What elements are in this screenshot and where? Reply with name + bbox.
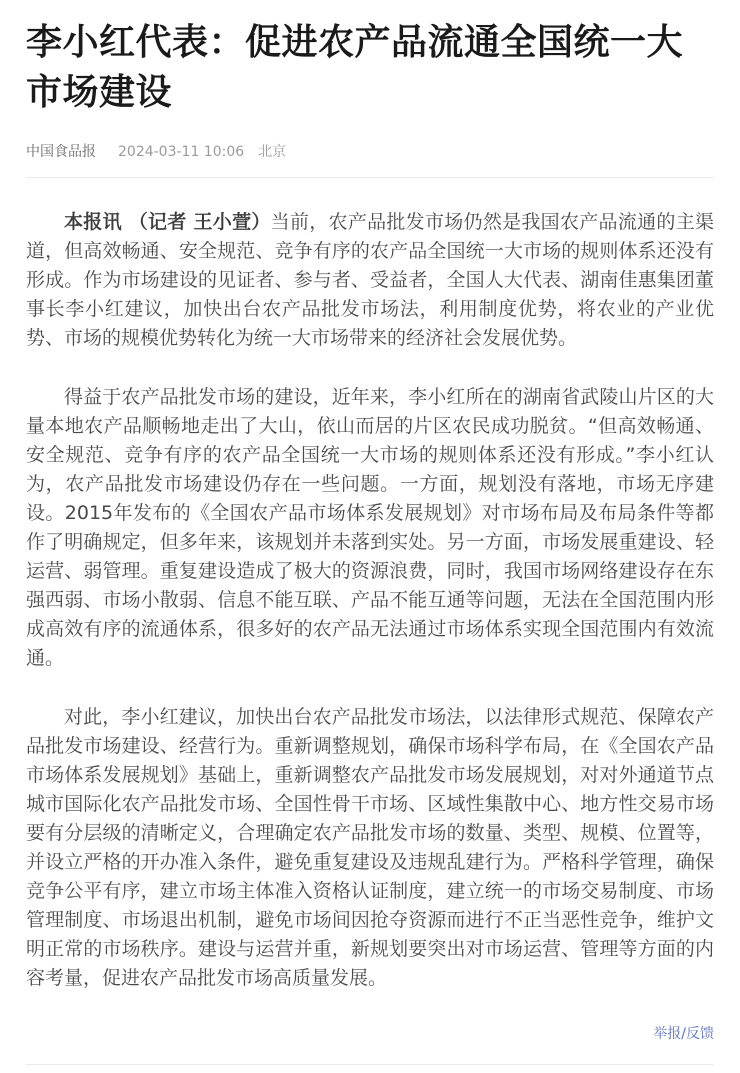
article-meta [26,142,714,162]
bottom-divider [26,1064,714,1065]
paragraph-3: 对此，李小红建议，加快出台农产品批发市场法，以法律形式规范、保障农产品批发市场建设、经营行为。重新调整规划，确保市场科学布局，在《全国农产品市场体系发展规划》基础上，重新调整农产品批发市场发展规划，对对外通道节点城市国际化农产品批发市场、全国性骨干市场、区域性集散中心、地方性交易市场要有分层级的清晰定义，合理确定农产品批发市场的数量、类型、规模、位置等，并设立严格的开办准入条件，避免重复建设及违规乱建行为。严格科学管理，确保竞争公平有序，建立市场主体准入资格认证制度，建立统一的市场交易制度、市场管理制度、市场退出机制，避免市场间因抢夺资源而进行不正当恶性竞争，维护文明正常的市场秩序。建设与运营并重，新规划要突出对市场运营、管理等方面的内容考量，促进农产品批发市场高质量发展。 [26,706,714,989]
paragraph-1-text: 当前，农产品批发市场仍然是我国农产品流通的主渠道，但高效畅通、安全规范、竞争有序的农产品全国统一大市场的规则体系还没有形成。作为市场建设的见证者、参与者、受益者，全国人大代表、湖南佳惠集团董事长李小红建议，加快出台农产品批发市场法，利用制度优势，将农业的产业优势、市场的规模优势转化为统一大市场带来的经济社会发展优势。 [26,211,714,349]
report-row [26,1023,714,1044]
article-body [26,208,714,993]
source-name[interactable]: 中国食品报 [26,144,96,160]
report-feedback-link[interactable]: 举报/反馈 [653,1026,714,1042]
byline-lead: 本报讯 （记者 王小萱） [64,211,271,233]
paragraph-2: 得益于农产品批发市场的建设，近年来，李小红所在的湖南省武陵山片区的大量本地农产品顺畅地走出了大山，依山而居的片区农民成功脱贫。“但高效畅通、安全规范、竞争有序的农产品全国统一大市场的规则体系还没有形成。”李小红认为，农产品批发市场建设仍存在一些问题。一方面，规划没有落地，市场无序建设。2015年发布的《全国农产品市场体系发展规划》对市场布局及布局条件等都作了明确规定，但多年来，该规划并未落到实处。另一方面，市场发展重建设、轻运营、弱管理。重复建设造成了极大的资源浪费，同时，我国市场网络建设存在东强西弱、市场小散弱、信息不能互联、产品不能互通等问题，无法在全国范围内形成高效有序的流通体系，很多好的农产品无法通过市场体系实现全国范围内有效流通。 [26,386,714,669]
paragraph-1 [26,208,714,353]
publish-time: 2024-03-11 10:06 [118,144,245,160]
meta-divider [26,177,714,178]
publish-location: 北京 [258,144,287,160]
article-title: 李小红代表：促进农产品流通全国统一大市场建设 [26,22,684,113]
